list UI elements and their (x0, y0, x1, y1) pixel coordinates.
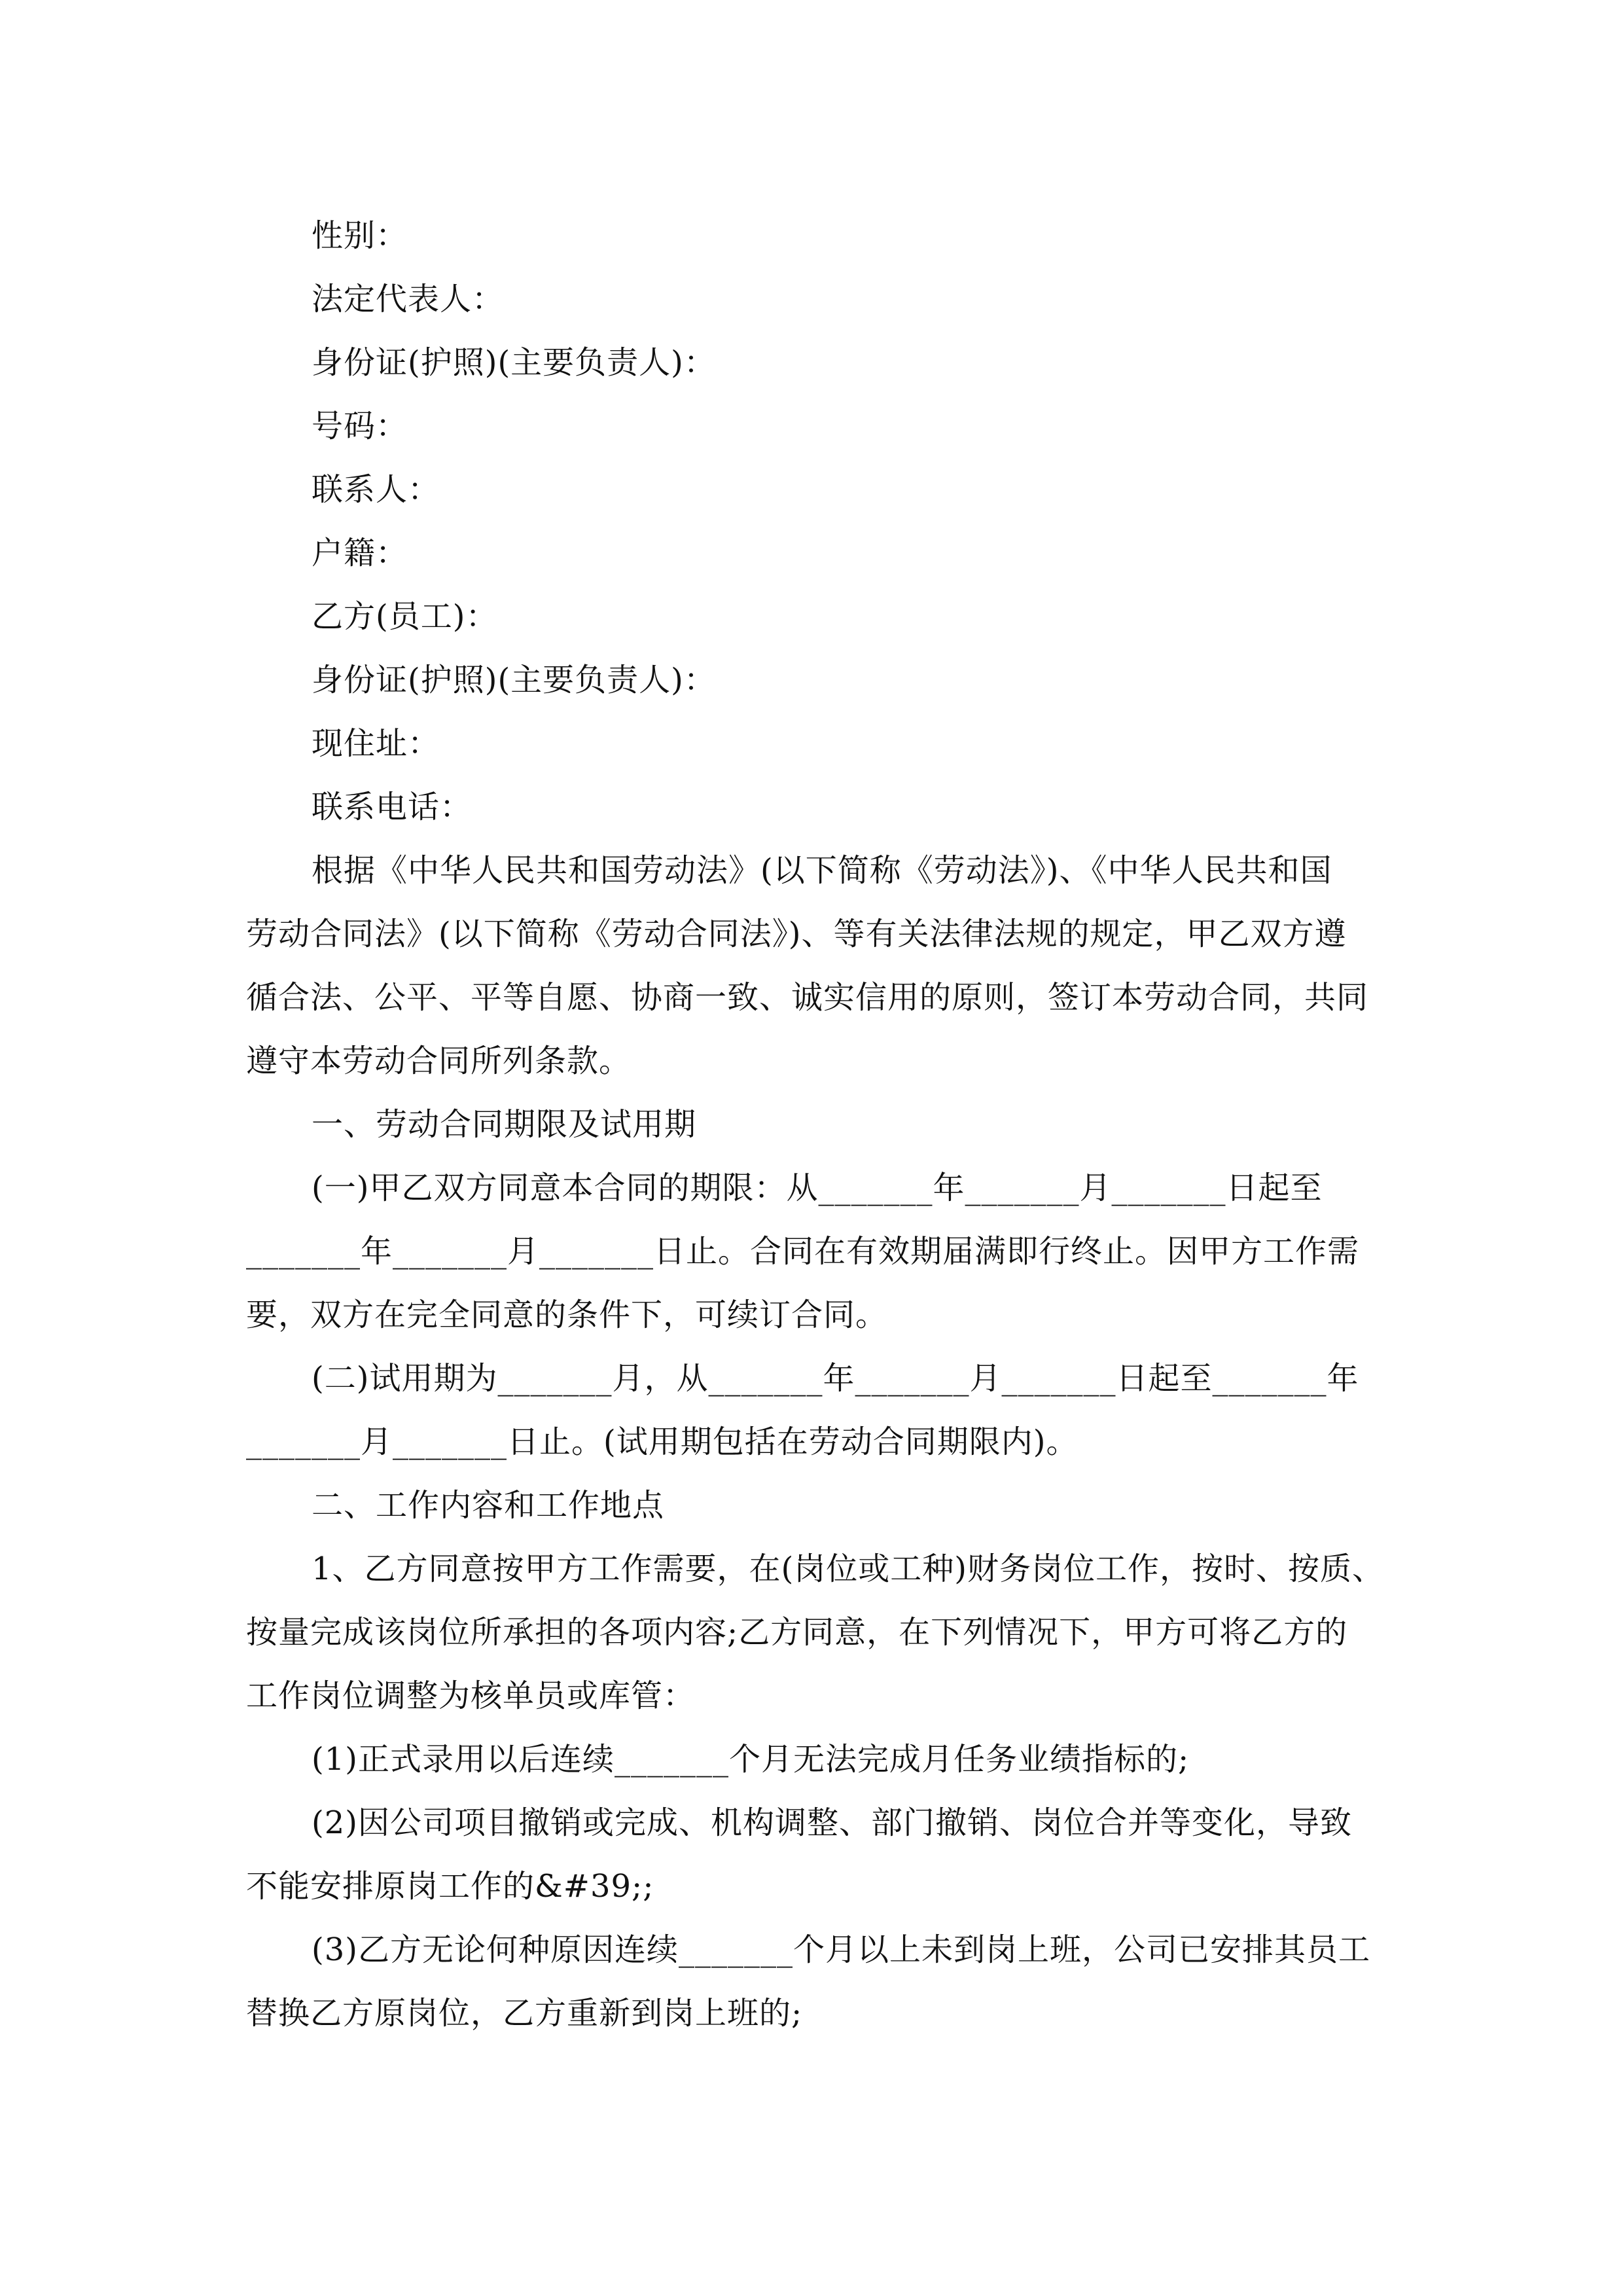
field-current-address: 现住址： (312, 725, 440, 762)
clause-work-line-3: 工作岗位调整为核单员或库管： (246, 1677, 696, 1714)
field-gender: 性别： (312, 217, 408, 254)
preamble-line-4: 遵守本劳动合同所列条款。 (246, 1043, 632, 1079)
clause-work-line-1: 1、乙方同意按甲方工作需要，在(岗位或工种)财务岗位工作，按时、按质、 (312, 1551, 1384, 1587)
clause-work-line-2: 按量完成该岗位所承担的各项内容;乙方同意，在下列情况下，甲方可将乙方的 (246, 1614, 1348, 1651)
document-body (246, 204, 1384, 2045)
item-3-line-1: (3)乙方无论何种原因连续_______个月以上未到岗上班，公司已安排其员工 (312, 1931, 1370, 1968)
field-phone: 联系电话： (312, 789, 473, 825)
item-2-line-1: (2)因公司项目撤销或完成、机构调整、部门撤销、岗位合并等变化，导致 (312, 1804, 1352, 1841)
section-heading-term: 一、劳动合同期限及试用期 (312, 1106, 697, 1143)
field-number: 号码： (312, 408, 408, 444)
field-party-b-employee: 乙方(员工)： (312, 598, 498, 635)
item-1: (1)正式录用以后连续_______个月无法完成月任务业绩指标的; (312, 1741, 1190, 1778)
section-heading-work: 二、工作内容和工作地点 (312, 1487, 665, 1524)
field-id-card-employee: 身份证(护照)(主要负责人)： (312, 662, 716, 698)
clause-probation-line-2: _______月_______日止。(试用期包括在劳动合同期限内)。 (246, 1424, 1079, 1460)
field-legal-representative: 法定代表人： (312, 281, 505, 317)
clause-term-line-1: (一)甲乙双方同意本合同的期限：从_______年_______月_______日起至 (312, 1170, 1323, 1206)
clause-term-line-3: 要，双方在完全同意的条件下，可续订合同。 (246, 1297, 888, 1333)
item-3-line-2: 替换乙方原岗位，乙方重新到岗上班的; (246, 1995, 803, 2032)
preamble-line-2: 劳动合同法》(以下简称《劳动合同法》)、等有关法律法规的规定，甲乙双方遵 (246, 916, 1347, 952)
preamble-line-1: 根据《中华人民共和国劳动法》(以下简称《劳动法》)、《中华人民共和国 (312, 852, 1332, 889)
preamble-line-3: 循合法、公平、平等自愿、协商一致、诚实信用的原则，签订本劳动合同，共同 (246, 979, 1369, 1016)
item-2-line-2: 不能安排原岗工作的&#39;; (246, 1868, 654, 1905)
clause-probation-line-1: (二)试用期为_______月，从_______年_______月_______日起至_______年 (312, 1360, 1359, 1397)
clause-term-line-2: _______年_______月_______日止。合同在有效期届满即行终止。因甲方工作需 (246, 1233, 1360, 1270)
field-household-registration: 户籍： (312, 535, 408, 571)
field-id-card-principal: 身份证(护照)(主要负责人)： (312, 344, 716, 381)
field-contact-person: 联系人： (312, 471, 440, 508)
